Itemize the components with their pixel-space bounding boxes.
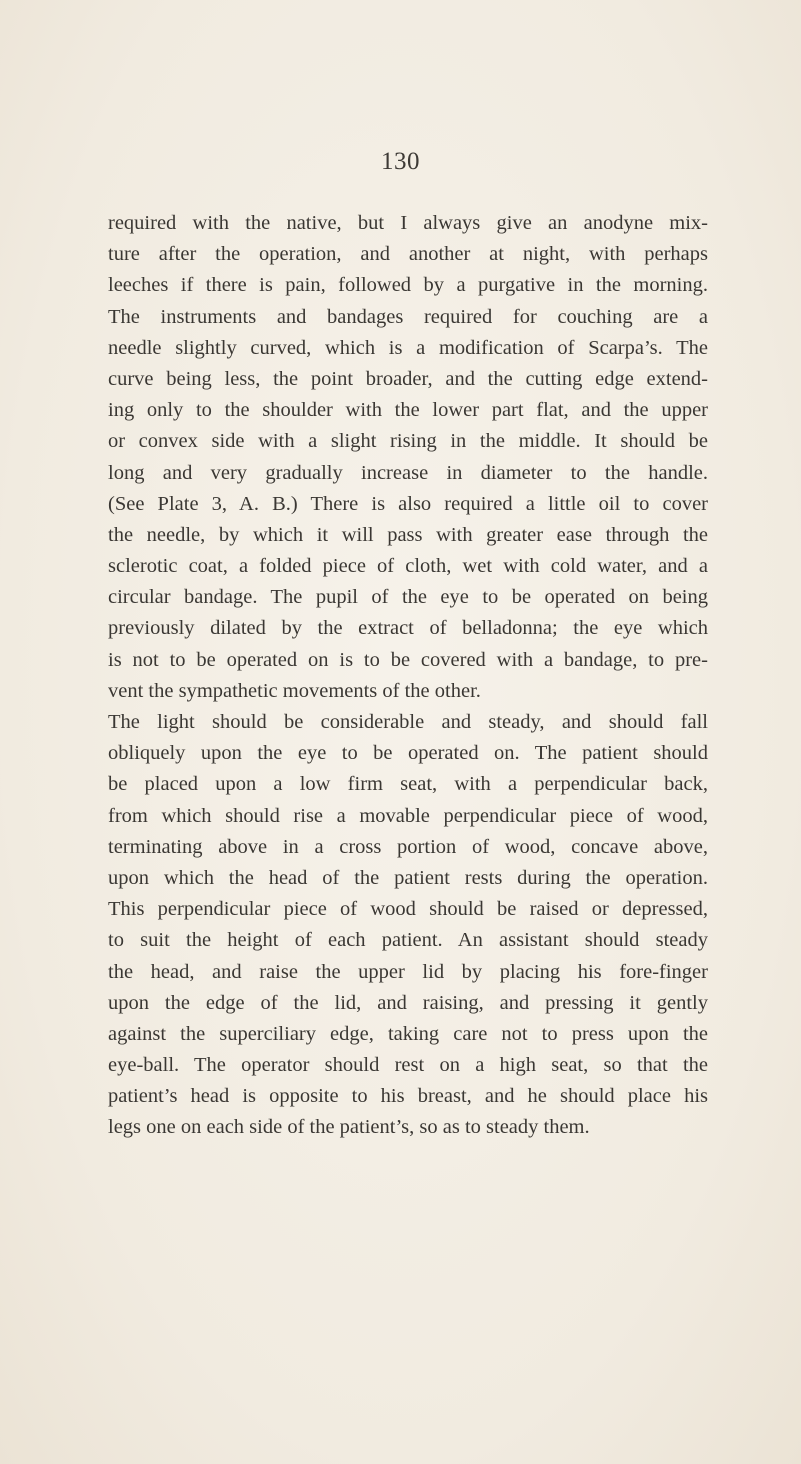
text-line: leeches if there is pain, followed by a purgative in the morning.	[108, 274, 708, 297]
text-line: The light should be considerable and steady, and should fall	[108, 711, 708, 733]
text-line: be placed upon a low firm seat, with a perpendicular back,	[108, 773, 708, 796]
page-number: 130	[381, 148, 420, 175]
text-line: sclerotic coat, a folded piece of cloth, wet with cold water, and a	[108, 555, 708, 578]
text-line: terminating above in a cross portion of wood, concave above,	[108, 835, 708, 858]
text-line: patient’s head is opposite to his breast, and he should place his	[108, 1085, 708, 1108]
text-line: upon which the head of the patient rests during the operation.	[108, 866, 708, 889]
text-line: ing only to the shoulder with the lower part flat, and the upper	[108, 399, 708, 422]
text-line: from which should rise a movable perpendicular piece of wood,	[108, 804, 708, 827]
text-line: curve being less, the point broader, and the cutting edge extend-	[108, 367, 708, 390]
text-line: needle slightly curved, which is a modification of Scarpa’s. The	[108, 336, 708, 359]
text-line: against the superciliary edge, taking care not to press upon the	[108, 1022, 708, 1045]
text-line: required with the native, but I always give an anodyne mix-	[108, 212, 708, 234]
text-line: obliquely upon the eye to be operated on. The patient should	[108, 742, 708, 765]
text-line: The instruments and bandages required for couching are a	[108, 305, 708, 328]
text-line: circular bandage. The pupil of the eye to be operated on being	[108, 586, 708, 609]
text-line: long and very gradually increase in diameter to the handle.	[108, 461, 708, 484]
text-line: the needle, by which it will pass with greater ease through the	[108, 523, 708, 546]
text-line: This perpendicular piece of wood should be raised or depressed,	[108, 898, 708, 921]
text-line: eye-ball. The operator should rest on a high seat, so that the	[108, 1054, 708, 1077]
text-line: (See Plate 3, A. B.) There is also required a little oil to cover	[108, 492, 708, 515]
text-line: vent the sympathetic movements of the other.	[108, 679, 481, 702]
text-line: to suit the height of each patient. An assistant should steady	[108, 929, 708, 952]
text-line: previously dilated by the extract of belladonna; the eye which	[108, 617, 708, 640]
text-line: is not to be operated on is to be covered with a bandage, to pre-	[108, 648, 708, 671]
text-line: upon the edge of the lid, and raising, and pressing it gently	[108, 991, 708, 1014]
body-text	[108, 208, 708, 1144]
text-line: or convex side with a slight rising in the middle. It should be	[108, 430, 708, 453]
text-line: legs one on each side of the patient’s, so as to steady them.	[108, 1116, 590, 1139]
text-line: the head, and raise the upper lid by placing his fore-finger	[108, 960, 708, 983]
text-line: ture after the operation, and another at night, with perhaps	[108, 243, 708, 266]
